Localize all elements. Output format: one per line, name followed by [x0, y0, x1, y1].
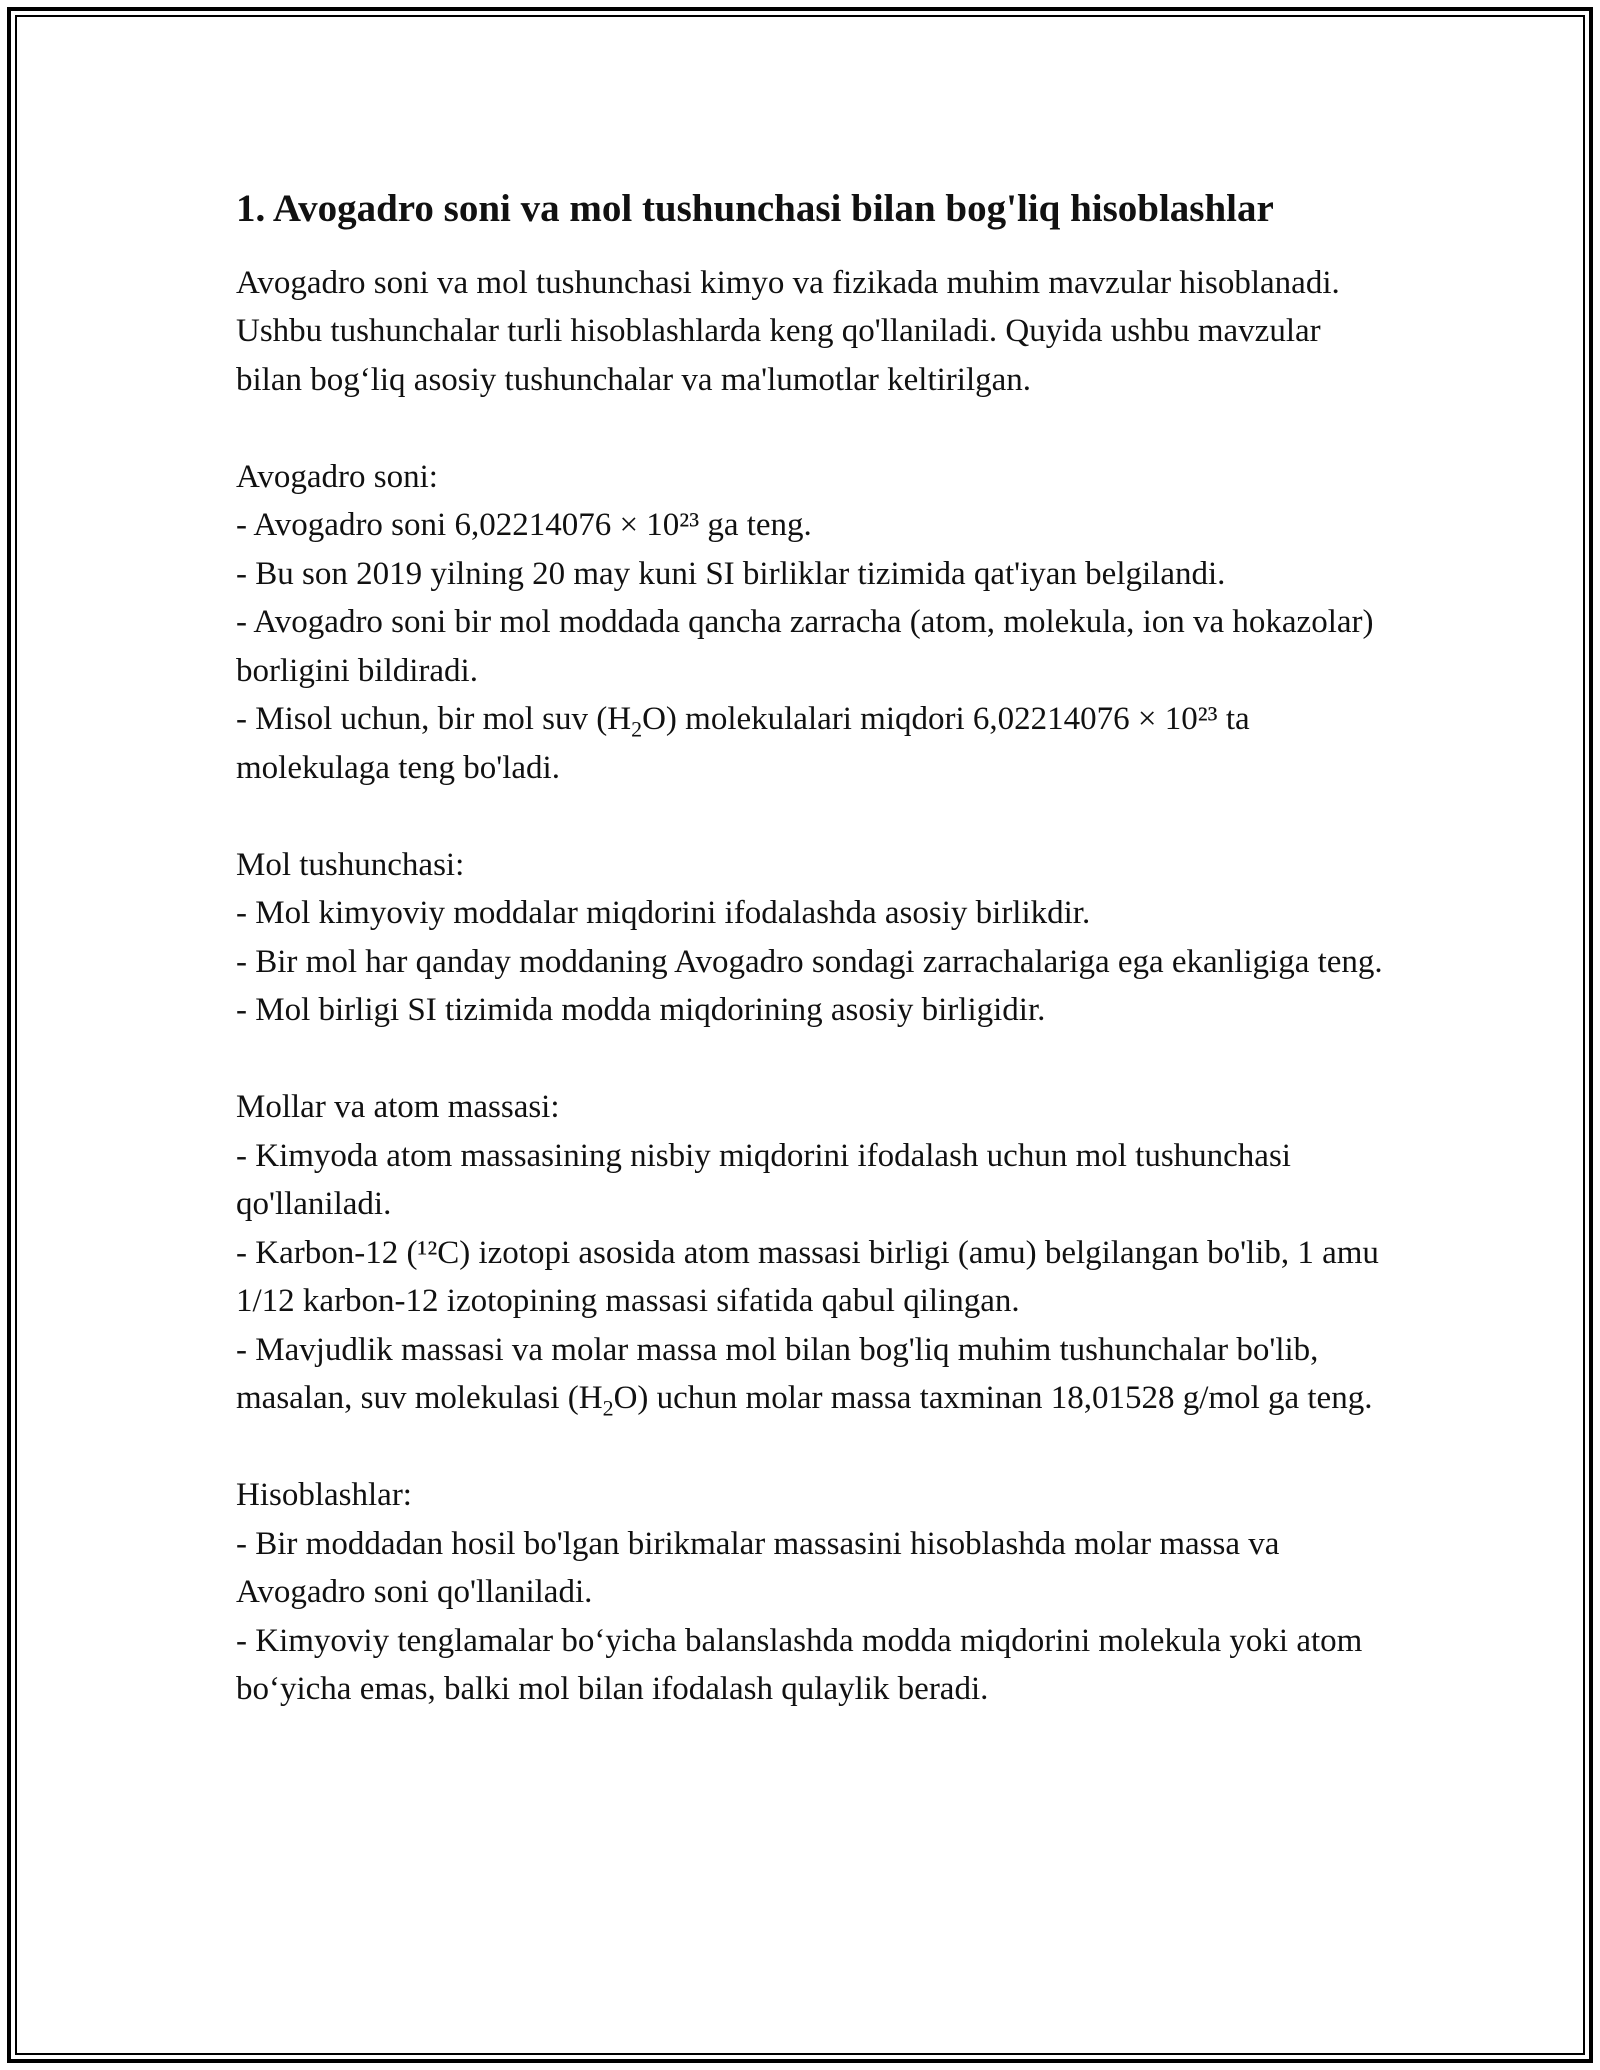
document-body: [236, 186, 1386, 1714]
section-spacer: [236, 1035, 1386, 1084]
item-text-start: - Misol uchun, bir mol suv (H: [236, 701, 632, 738]
list-item: - Kimyoda atom massasining nisbiy miqdorini ifodalash uchun mol tushunchasi qo'llaniladi.: [236, 1137, 1291, 1223]
list-item: [236, 1326, 1386, 1423]
list-item: - Mol kimyoviy moddalar miqdorini ifodalashda asosiy birlikdir.: [236, 895, 1091, 932]
section-spacer: [236, 792, 1386, 841]
list-item: - Avogadro soni 6,02214076 × 10²³ ga teng.: [236, 507, 812, 544]
sections-container: [236, 404, 1386, 1714]
list-item: [236, 695, 1386, 792]
item-text-end: O) molekulalari miqdori 6,02214076 × 10²³ ta molekulaga teng bo'ladi.: [236, 701, 1250, 786]
section-heading: Avogadro soni:: [236, 458, 438, 495]
subscript: 2: [631, 716, 643, 742]
list-item: - Bu son 2019 yilning 20 may kuni SI birliklar tizimida qat'iyan belgilandi.: [236, 555, 1226, 592]
section-spacer: [236, 404, 1386, 453]
item-text-start: - Mavjudlik massasi va molar massa mol bilan bog'liq muhim tushunchalar bo'lib, masalan, suv molekulasi (H: [236, 1331, 1319, 1417]
intro-paragraph: Avogadro soni va mol tushunchasi kimyo va fizikada muhim mavzular hisoblanadi. Ushbu tushunchalar turli hisoblashlarda keng qo'llaniladi. Quyida ushbu mavzular bilan bog‘liq asosiy tushunchalar va ma'lumotlar keltirilgan.: [236, 264, 1340, 398]
section-spacer: [236, 1423, 1386, 1472]
list-item: - Karbon-12 (¹²C) izotopi asosida atom massasi birligi (amu) belgilangan bo'lib, 1 amu 1/12 karbon-12 izotopining massasi sifatida qabul qilingan.: [236, 1234, 1379, 1320]
item-text-end: O) uchun molar massa taxminan 18,01528 g/mol ga teng.: [613, 1380, 1373, 1417]
list-item: - Avogadro soni bir mol moddada qancha zarracha (atom, molekula, ion va hokazolar) borligini bildiradi.: [236, 604, 1374, 689]
section-heading: Hisoblashlar:: [236, 1477, 412, 1514]
list-item: - Mol birligi SI tizimida modda miqdorining asosiy birligidir.: [236, 992, 1046, 1029]
list-item: - Bir moddadan hosil bo'lgan birikmalar massasini hisoblashda molar massa va Avogadro soni qo'llaniladi.: [236, 1525, 1280, 1611]
list-item: - Kimyoviy tenglamalar bo‘yicha balanslashda modda miqdorini molekula yoki atom bo‘yicha emas, balki mol bilan ifodalash qulaylik beradi.: [236, 1622, 1363, 1708]
subscript: 2: [602, 1395, 614, 1421]
section-heading: Mollar va atom massasi:: [236, 1089, 560, 1126]
page-title: 1. Avogadro soni va mol tushunchasi bilan bog'liq hisoblashlar: [236, 187, 1274, 230]
section-heading: Mol tushunchasi:: [236, 846, 465, 883]
list-item: - Bir mol har qanday moddaning Avogadro sondagi zarrachalariga ega ekanligiga teng.: [236, 943, 1383, 980]
